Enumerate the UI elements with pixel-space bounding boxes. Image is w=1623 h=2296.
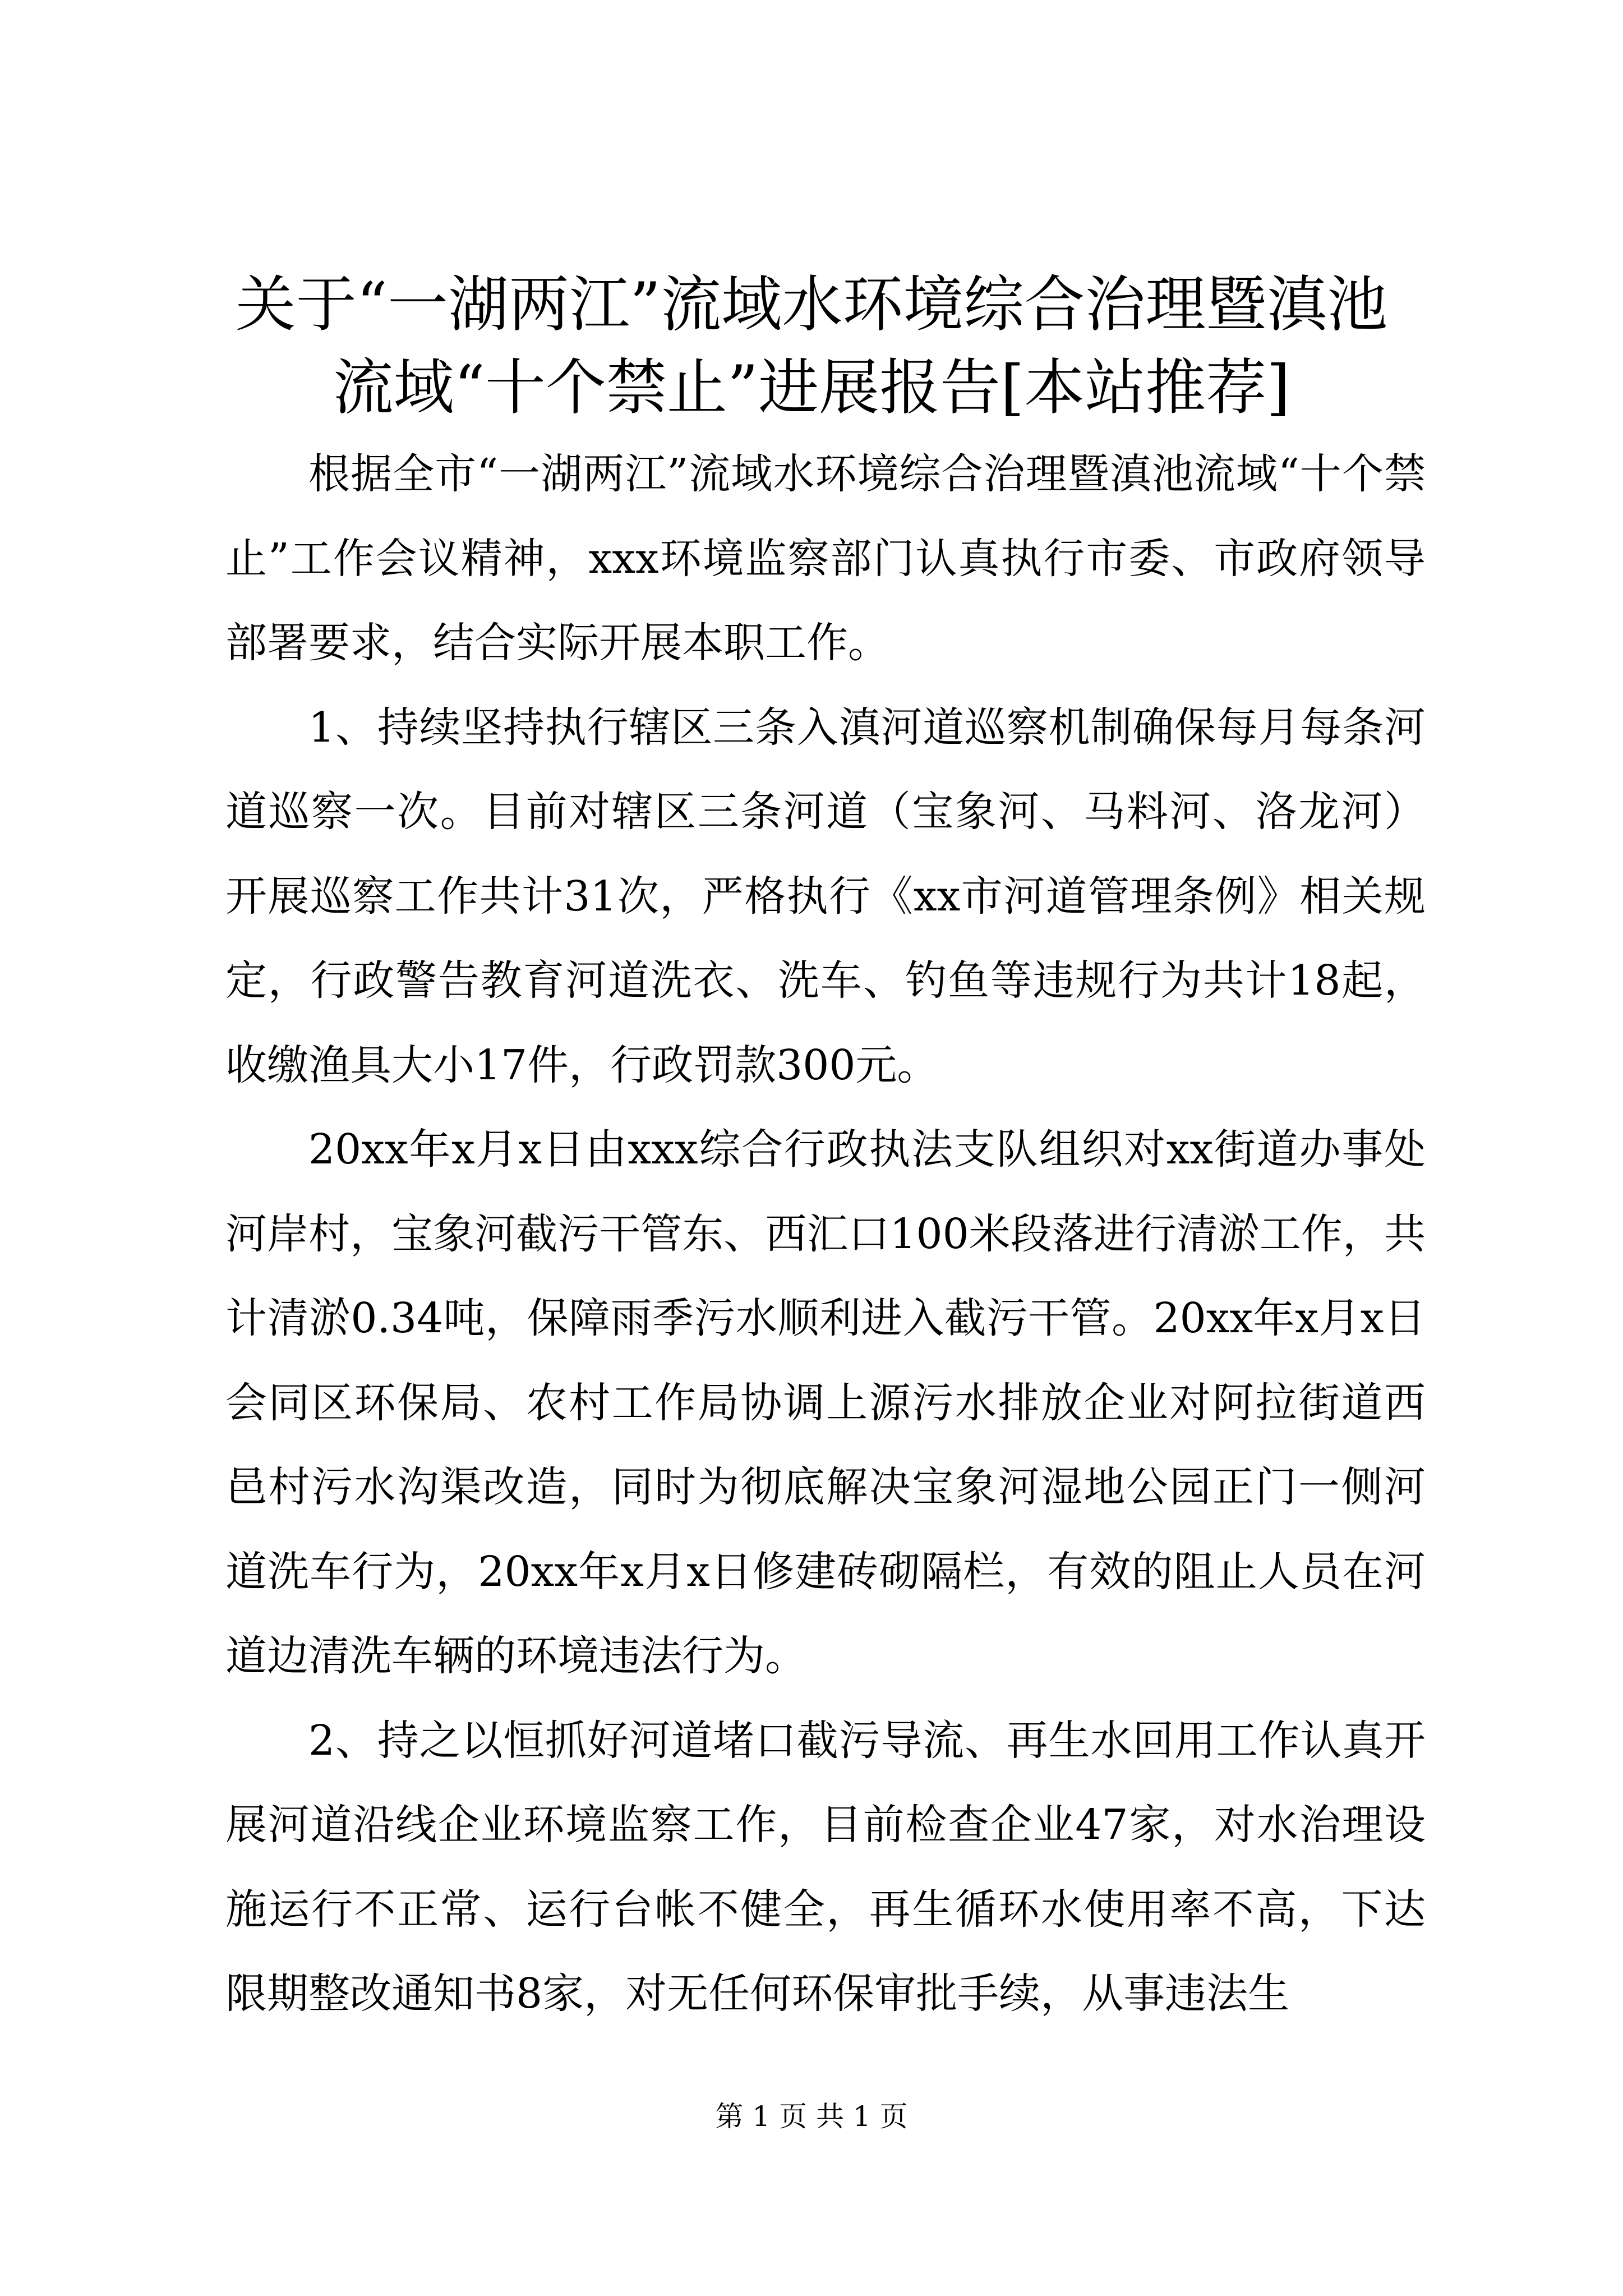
title-line-1: 关于“一湖两江”流域水环境综合治理暨滇池 (235, 270, 1388, 340)
document-body (225, 432, 1426, 2036)
title-line-2: 流域“十个禁止”进展报告[本站推荐] (333, 353, 1290, 423)
paragraph-intro: 根据全市“一湖两江”流域水环境综合治理暨滇池流域“十个禁止”工作会议精神，xxx环境监察部门认真执行市委、市政府领导部署要求，结合实际开展本职工作。 (225, 450, 1426, 667)
paragraph-item-2: 2、持之以恒抓好河道堵口截污导流、再生水回用工作认真开展河道沿线企业环境监察工作，目前检查企业47家，对水治理设施运行不正常、运行台帐不健全，再生循环水使用率不高，下达限期整改通知书8家，对无任何环保审批手续，从事违法生 (225, 1716, 1426, 2018)
paragraph-item-1: 1、持续坚持执行辖区三条入滇河道巡察机制确保每月每条河道巡察一次。目前对辖区三条河道（宝象河、马料河、洛龙河）开展巡察工作共计31次，严格执行《xx市河道管理条例》相关规定，行政警告教育河道洗衣、洗车、钓鱼等违规行为共计18起，收缴渔具大小17件，行政罚款300元。 (225, 703, 1426, 1089)
document-title (168, 264, 1455, 430)
page-footer: 第 1 页 共 1 页 (715, 2100, 908, 2133)
paragraph-cleanup: 20xx年x月x日由xxx综合行政执法支队组织对xx街道办事处河岸村，宝象河截污干管东、西汇口100米段落进行清淤工作，共计清淤0.34吨，保障雨季污水顺利进入截污干管。20xx年x月x日会同区环保局、农村工作局协调上源污水排放企业对阿拉街道西邑村污水沟渠改造，同时为彻底解决宝象河湿地公园正门一侧河道洗车行为，20xx年x月x日修建砖砌隔栏，有效的阻止人员在河道边清洗车辆的环境违法行为。 (225, 1125, 1426, 1680)
